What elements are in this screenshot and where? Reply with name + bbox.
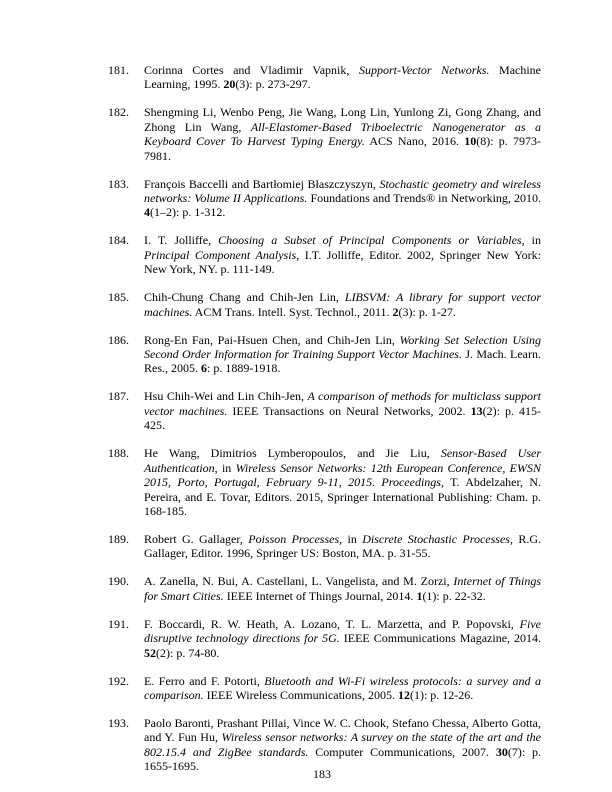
reference-volume: 6 — [201, 361, 207, 376]
reference-number: 188. — [108, 446, 129, 461]
reference-volume: 52 — [144, 645, 156, 660]
reference-number: 185. — [108, 290, 129, 305]
reference-entry — [108, 105, 541, 163]
reference-segment: Paolo Baronti, Prashant Pillai, Vince W. C. Chook, Stefano Chessa, Alberto Gotta, and Y. Fun Hu, — [144, 715, 541, 745]
reference-text — [144, 532, 541, 561]
reference-volume: 30 — [495, 744, 508, 759]
reference-entry — [108, 177, 541, 220]
reference-number: 187. — [108, 389, 129, 404]
reference-segment: Foundations and Trends® in Networking, 2010. — [307, 191, 542, 206]
reference-entry — [108, 532, 541, 561]
reference-text — [144, 177, 541, 220]
reference-segment: IEEE Wireless Communications, 2005. — [203, 687, 398, 702]
reference-title: All-Elastomer-Based Triboelectric Nanogenerator as a Keyboard Cover To Harvest Typing Energy. — [144, 119, 541, 149]
reference-segment: IEEE Internet of Things Journal, 2014. — [223, 588, 417, 603]
reference-number: 183. — [108, 176, 129, 191]
reference-number: 186. — [108, 332, 129, 347]
reference-segment: I. T. Jolliffe, — [144, 233, 219, 248]
reference-segment: (2): p. 74-80. — [156, 645, 220, 660]
reference-segment: Rong-En Fan, Pai-Hsuen Chen, and Chih-Jen Lin, — [144, 332, 400, 347]
reference-title: Sensor-Based User Authentication — [144, 446, 541, 475]
reference-segment: (3): p. 1-27. — [398, 304, 456, 319]
reference-segment: , in — [339, 531, 363, 546]
reference-segment: A. Zanella, N. Bui, A. Castellani, L. Vangelista, and M. Zorzi, — [144, 574, 454, 589]
reference-title: Internet of Things for Smart Cities. — [144, 574, 541, 603]
reference-segment: IEEE Transactions on Neural Networks, 2002. — [227, 403, 471, 418]
reference-number: 189. — [108, 531, 129, 546]
reference-number: 181. — [108, 63, 129, 77]
reference-number: 193. — [108, 715, 129, 730]
reference-text — [144, 233, 541, 276]
reference-segment: (3): p. 273-297. — [235, 77, 311, 92]
reference-title: Wireless sensor networks: A survey on the state of the art and the 802.15.4 and ZigBee standards. — [144, 730, 541, 759]
reference-segment: (8): p. 7973-7981. — [144, 134, 541, 163]
reference-segment: François Baccelli and Bartłomiej Błaszczyszyn, — [144, 176, 380, 191]
reference-title: Choosing a Subset of Principal Components or Variables — [218, 233, 522, 248]
reference-segment: , I.T. Jolliffe, Editor. 2002, Springer New York: New York, NY. p. 111-149. — [144, 247, 542, 277]
reference-entry — [108, 389, 541, 432]
reference-entry — [108, 574, 541, 603]
reference-segment: (7): p. 1655-1695. — [144, 744, 542, 774]
reference-entry — [108, 63, 541, 92]
reference-segment: (1): p. 12-26. — [409, 687, 474, 702]
reference-volume: 1 — [416, 588, 423, 603]
reference-volume: 10 — [464, 134, 477, 149]
reference-entry — [108, 617, 541, 660]
reference-text — [144, 617, 541, 660]
reference-text — [144, 674, 541, 703]
reference-segment: F. Boccardi, R. W. Heath, A. Lozano, T. L. Marzetta, and P. Popovski, — [144, 616, 520, 631]
reference-volume: 4 — [144, 205, 150, 220]
reference-segment: Chih-Chung Chang and Chih-Jen Lin, — [144, 290, 345, 305]
reference-text — [144, 574, 541, 603]
reference-number: 182. — [108, 105, 129, 120]
reference-segment: (2): p. 415-425. — [144, 403, 541, 433]
reference-segment: Shengming Li, Wenbo Peng, Jie Wang, Long Lin, Yunlong Zi, Gong Zhang, and Zhong Lin Wang, — [144, 105, 541, 134]
reference-number: 192. — [108, 673, 129, 688]
reference-text — [144, 105, 541, 163]
reference-segment: ACM Trans. Intell. Syst. Technol., 2011. — [192, 304, 393, 319]
reference-segment: Robert G. Gallager, — [144, 531, 249, 546]
reference-number: 191. — [108, 616, 129, 631]
reference-text — [144, 389, 541, 432]
reference-title: Wireless Sensor Networks: 12th European Conference, EWSN 2015, Porto, Portugal, February 9-11, 2015. Proceedings — [144, 460, 541, 490]
reference-segment: ACS Nano, 2016. — [364, 134, 465, 149]
reference-segment: , R.G. Gallager, Editor. 1996, Springer US: Boston, MA. p. 31-55. — [144, 531, 542, 561]
reference-segment: IEEE Communications Magazine, 2014. — [339, 631, 541, 646]
reference-segment: He Wang, Dimitrios Lymberopoulos, and Jie Liu, — [144, 446, 441, 461]
reference-segment: J. Mach. Learn. Res., 2005. — [144, 347, 541, 376]
reference-text — [144, 290, 541, 319]
reference-number: 184. — [108, 233, 129, 248]
reference-title: Discrete Stochastic Processes — [362, 531, 510, 546]
reference-segment: (1–2): p. 1-312. — [150, 205, 226, 220]
reference-segment: (1): p. 22-32. — [422, 588, 486, 603]
reference-segment: Machine Learning, 1995. — [144, 63, 542, 92]
reference-entry — [108, 290, 541, 319]
reference-segment: : p. 1889-1918. — [207, 361, 281, 376]
reference-text — [144, 716, 541, 774]
reference-title: Five disruptive technology directions for 5G. — [144, 616, 541, 646]
reference-title: Working Set Selection Using Second Order Information for Training Support Vector Machines. — [144, 332, 541, 362]
reference-title: A comparison of methods for multiclass support vector machines. — [144, 389, 541, 418]
reference-title: Bluetooth and Wi-Fi wireless protocols: a survey and a comparison. — [144, 673, 541, 702]
reference-volume: 2 — [392, 304, 399, 319]
reference-number: 190. — [108, 574, 129, 589]
reference-list — [108, 63, 541, 787]
reference-text — [144, 446, 541, 518]
reference-segment: , in — [521, 233, 541, 248]
reference-segment: Computer Communications, 2007. — [308, 744, 496, 759]
reference-entry — [108, 333, 541, 376]
reference-segment: Corinna Cortes and Vladimir Vapnik, — [144, 63, 359, 77]
reference-volume: 12 — [397, 687, 410, 702]
reference-entry — [108, 233, 541, 276]
reference-volume: 13 — [470, 403, 483, 418]
reference-segment: , T. Abdelzaher, N. Pereira, and E. Tovar, Editors. 2015, Springer International Publishing: Cham. p. 168-185. — [144, 475, 542, 518]
reference-segment: Hsu Chih-Wei and Lin Chih-Jen, — [144, 389, 308, 404]
reference-title: Poisson Processes — [248, 531, 340, 546]
reference-title: LIBSVM: A library for support vector machines. — [144, 290, 541, 319]
page-number: 183 — [313, 767, 331, 781]
reference-title: Stochastic geometry and wireless networks: Volume II Applications. — [144, 176, 541, 206]
reference-title: Support-Vector Networks. — [358, 63, 490, 77]
reference-text — [144, 333, 541, 376]
reference-text — [144, 63, 541, 92]
reference-segment: , in — [214, 460, 236, 475]
reference-entry — [108, 716, 541, 774]
reference-entry — [108, 674, 541, 703]
reference-segment: E. Ferro and F. Potorti, — [144, 673, 265, 688]
reference-volume: 20 — [223, 77, 236, 92]
reference-entry — [108, 446, 541, 518]
reference-title: Principal Component Analysis — [144, 247, 297, 262]
